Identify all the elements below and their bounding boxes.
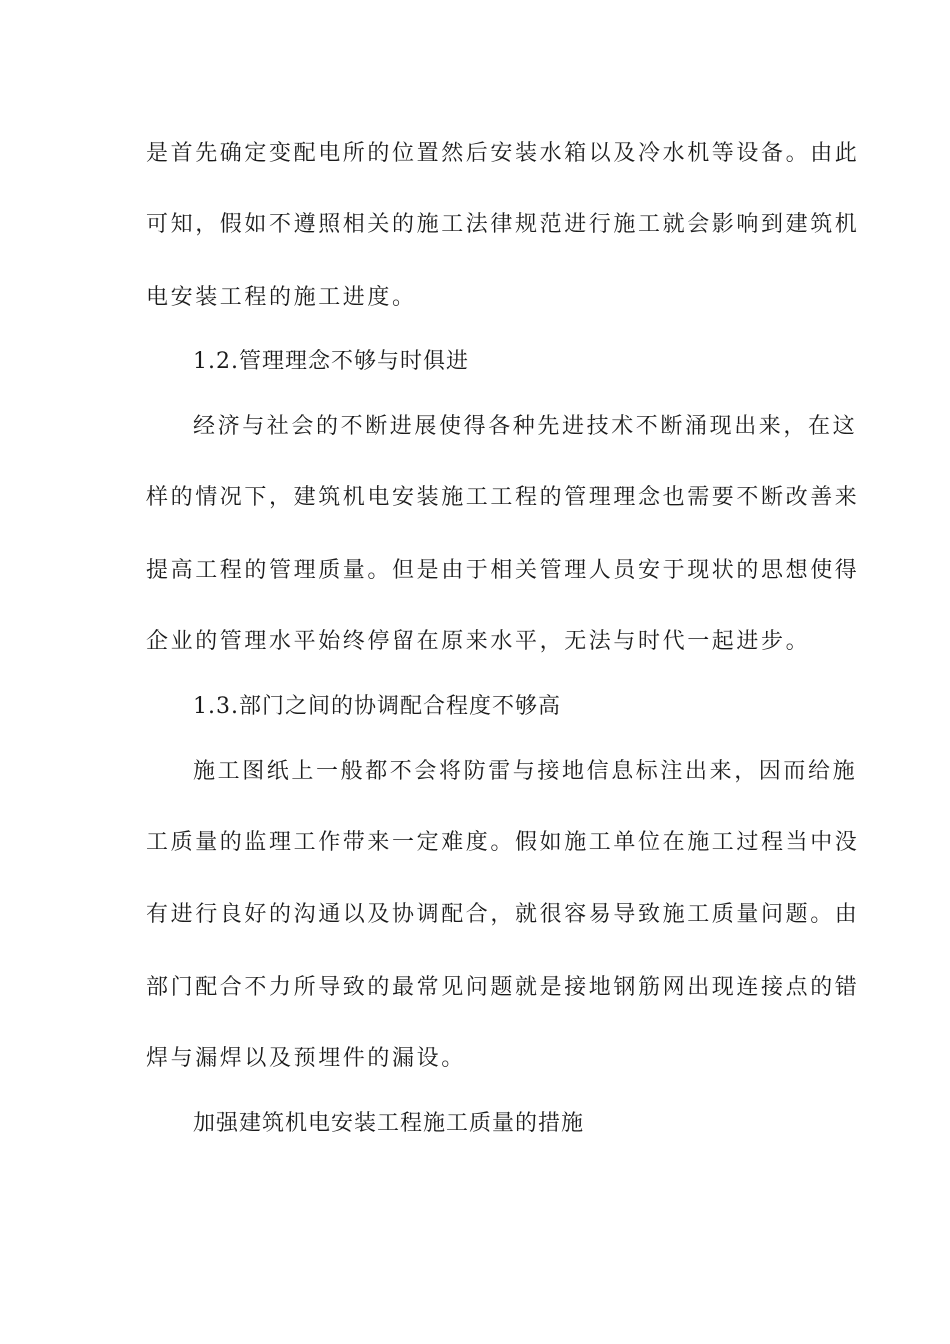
paragraph-line: 可知，假如不遵照相关的施工法律规范进行施工就会影响到建筑机 [146,212,860,237]
paragraph-line: 经济与社会的不断进展使得各种先进技术不断涌现出来，在这 [193,414,858,439]
paragraph-line: 电安装工程的施工进度。 [146,285,417,310]
paragraph-line: 焊与漏焊以及预埋件的漏设。 [146,1046,466,1071]
paragraph-line: 企业的管理水平始终停留在原来水平，无法与时代一起进步。 [146,629,811,654]
section-heading-1-2: 1.2.管理理念不够与时俱进 [193,349,469,374]
paragraph-line: 工质量的监理工作带来一定难度。假如施工单位在施工过程当中没 [146,830,860,855]
section-heading-1-3: 1.3.部门之间的协调配合程度不够高 [193,694,561,719]
section-heading-measures: 加强建筑机电安装工程施工质量的措施 [193,1111,585,1136]
paragraph-line: 部门配合不力所导致的最常见问题就是接地钢筋网出现连接点的错 [146,975,860,1000]
paragraph-line: 有进行良好的沟通以及协调配合，就很容易导致施工质量问题。由 [146,902,860,927]
paragraph-line: 是首先确定变配电所的位置然后安装水箱以及冷水机等设备。由此 [146,141,860,166]
paragraph-line: 提高工程的管理质量。但是由于相关管理人员安于现状的思想使得 [146,558,860,583]
paragraph-line: 施工图纸上一般都不会将防雷与接地信息标注出来，因而给施 [193,759,858,784]
paragraph-line: 样的情况下，建筑机电安装施工工程的管理理念也需要不断改善来 [146,485,860,510]
